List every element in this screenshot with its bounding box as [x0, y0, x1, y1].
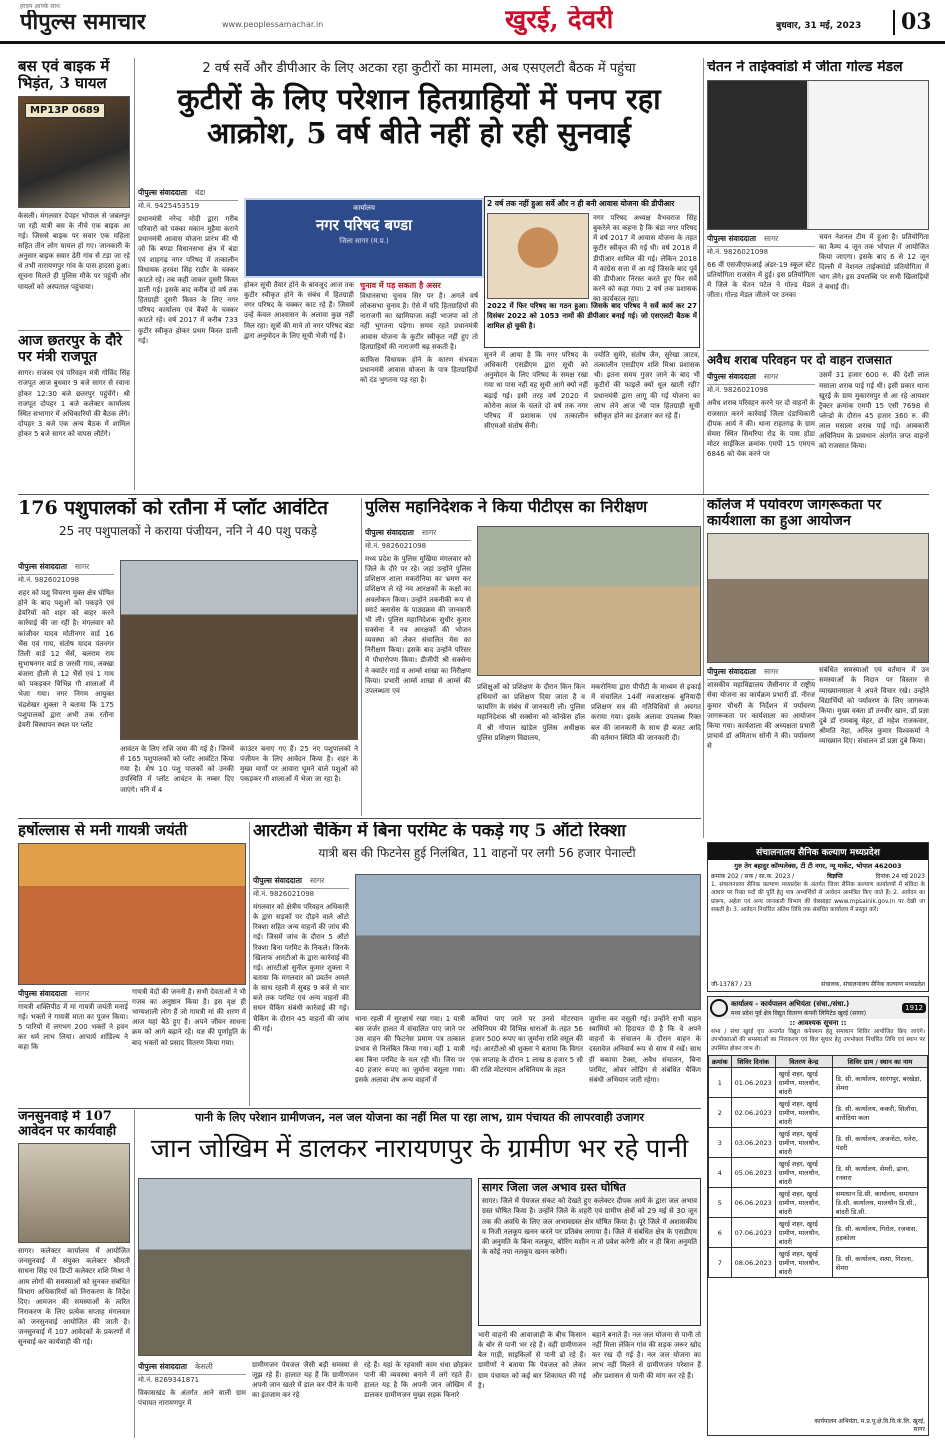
sainik-title: संचालनालय सैनिक कल्याण मध्यप्रदेश — [708, 843, 928, 860]
table-row — [709, 1248, 928, 1278]
table-cell-date: 05.06.2023 — [731, 1158, 775, 1188]
table-cell-places: डि. सी. कार्यालय, अजनोटा, धनेरा, पंडरी — [832, 1128, 927, 1158]
water-mobile: मो.नं. 8269341871 — [138, 1376, 200, 1384]
sign-label: कार्यालय — [353, 204, 375, 212]
byline-name: पीपुल्स संवाददाता — [707, 667, 756, 677]
th-date: शिविर दिनांक — [731, 1056, 775, 1068]
college-byline — [707, 665, 815, 680]
minister-headline: आज छतरपुर के दौरे पर मंत्री राजपूत — [18, 333, 123, 365]
byline-place: सागर — [309, 876, 325, 885]
story-gayatri — [18, 822, 246, 1106]
janshunwai-headline: जनसुनवाई में 107 आवेदन पर कार्यवाही — [18, 1110, 117, 1139]
table-cell-date: 06.06.2023 — [731, 1188, 775, 1218]
number-plate: MP13P 0689 — [25, 103, 105, 118]
byline-place: सागर — [421, 528, 437, 537]
college-body-2: संबंधित समस्याओं एवं वर्तमान में उन समस्याओं के निदान पर विस्तार से व्याख्यानमाला ने अपने विचार रखे। उन्होंने विद्यार्थियों को पर्यावरण के लिए जागरूक किया। मुख्य वक्ता डॉ तनवीर खान, डॉ प्रज्ञा दुबे डॉ रामबाबू मेहर, डॉ महेश राजकवार, श्रीमति नेहा, अनिल कुमार विश्वकर्मा ने व्याख्यान दिए। संचालन डॉ प्रज्ञा दुबे किया। — [819, 666, 929, 746]
schedule-sub: मध्य प्रदेश पूर्व क्षेत्र विद्युत वितरण कंपनी लिमिटेड खुरई (सागर) — [731, 1009, 867, 1017]
quote-head: 2 वर्ष तक नहीं हुआ सर्वे और न ही बनी आवास योजना की डीपीआर — [485, 197, 699, 211]
bus-photo — [18, 96, 130, 208]
th-place: शिविर ग्राम / स्थान का नाम — [832, 1056, 927, 1068]
rto-subhead: यात्री बस की फिटनेस हुई निलंबित, 11 वाहनों पर लगी 56 हजार पेनाल्टी — [318, 846, 636, 861]
janshunwai-body: सागर। कलेक्टर कार्यालय में आयोजित जनसुनवाई में संयुक्त कलेक्टर श्रीमती साधना सिंह एवं डिप्टी कलेक्टर शशि मिश्रा ने आम लोगों की समस्याओं को सुनकर संबंधित विभाग अधिकारियों को निराकरण के निर्देश दिए। आमजन की समस्याओं के त्वरित निराकरण के लिए प्रत्येक सप्ताह मंगलवार को जनसुनवाई आयोजित की जाती है। जनसुनवाई में 107 आवेदकों के प्रकरणों में सुनवाई कर कार्यवाही की गई। — [18, 1247, 130, 1347]
table-cell-date: 08.06.2023 — [731, 1248, 775, 1278]
masthead — [0, 0, 945, 44]
issue-date: बुधवार, 31 मई, 2023 — [776, 21, 862, 31]
cattle-byline — [18, 560, 114, 575]
bus-body: केसली। मंगलवार देपहर भोपाल से जबलपुर जा रही यात्री बस के नीचे एक बाइक आ गई। जिससे बाइक पर सवार एक महिला सहित तीन लोग घायल हो गए। जानकारी के अनुसार बाइक सवार ढेरी गांव से टड़ा जा रहे थे तभी नारायणपुर गांव के पास हादसा हुआ। सूचना मिलते ही पुलिस मौके पर पहुंची और घायलों को अस्पताल पहुंचाया। — [18, 211, 130, 291]
police-body-3: मकरोनिया द्वारा पीपीटी के माध्यम से इकाई में संचालित 14वीं नवआरक्षक बुनियादी प्रशिक्षण सत्र की गतिविधियों से अवगत कराया गया। इसके अलावा उपलब्ध रिक्त बल की जानकारी के साथ ही बजट आदि की वर्तमान स्थिति की जानकारी दी। — [591, 683, 701, 742]
taekwondo-mobile: मो.नं. 9826021098 — [707, 247, 769, 256]
janshunwai-photo — [18, 1143, 130, 1243]
cattle-headline: 176 पशुपालकों को रतौना में प्लॉट आवंटित — [18, 498, 328, 519]
quote-body: नगर परिषद अध्यक्ष वैभवराज सिंह बुकरेले का कहना है कि बंडा नगर परिषद में वर्ष 2017 में आवास योजना के तहत कुटीर स्वीकृत की गई थी। वर्ष 2018 में डीपीआर शामिल की गई। लेकिन 2018 में कांग्रेस सत्ता में आ गई जिसके बाद पूर्व की डीपीआर निरस्त करते हुए फिर सर्वे करने को कहा गया। 2 वर्ष तक प्रशासक का कार्यकाल रहा। — [593, 214, 697, 304]
water-body-4: भारी वाहनों की आवाजाही के बीच किसान के बोर से पानी भर रहे हैं। वहीं ग्रामीणजन बैल गाड़ी, साइकिलों से पानी ढो रहे हैं। ग्रामीणों ने बताया कि पेयजल को लेकर ग्राम पंचायत को कई बार शिकायत की गई है। — [478, 1331, 586, 1390]
byline-name: पीपुल्स संवाददाता — [707, 372, 756, 382]
liquor-body-1: अवैध शराब परिवहन करने पर दो वाहनों के राजसात करने कार्रवाई जिला दंडाधिकारी दीपक आर्य ने की। थाना राहतगढ़ के ग्राम सेमरा स्थित सिमरिया रोड के पास होंडा मोटर साईकिल क्रमांक एमपी 15 एमएच 6846 को चेक करने पर — [707, 399, 815, 459]
byline-name: पीपुल्स संवाददाता — [365, 528, 414, 537]
story-liquor — [707, 350, 929, 494]
liquor-body-2: उसमें 31 हजार 600 रु. की देशी लाल मसाला शराब पाई गई थी। इसी प्रकार थाना खुरई के ग्राम मुकारमपुर से आ रहे आयशर ट्रैक्टर क्रमांक एमपी 15 एसी 7698 से प्लेन्डो के दौरान 45 हजार 360 रु. की लाल मसाला शराब पाई गई। आबकारी अधिनियम के प्रावधान अंतर्गत जप्त वाहनों को राजसात किया। — [819, 371, 929, 451]
lead-body-3: विधानसभा चुनाव सिर पर है। अगले वर्ष लोकसभा चुनाव है। ऐसे में यदि हितग्राहियों की नाराजगी का खामियाजा कहीं भाजपा को तो नहीं भुगतना पड़ेगा। समय रहते प्रधानमंत्री आवास योजना के कुटीर स्वीकृत नहीं हुए तो हितग्राहियों की नाराजगी बढ़ सकती है। — [360, 292, 478, 351]
lead-subhead: चुनाव में पड़ सकता है असर — [360, 281, 441, 290]
police-body-1: मध्य प्रदेश के पुलिस मुखिया मंगलवार को जिले के दौरे पर रहे। जहां उन्होंने पुलिस प्रशिक्षण शाला मकरोनिया का भ्रमण कर प्रशिक्षण ले रहे नव आरक्षकों के कक्षों का अवलोकन किया। उन्होंने तकनीकी रूप से स्मार्ट क्लासेस के पाठ्यक्रम की जानकारी भी ली। पुलिस महानिदेशक सुधीर कुमार सक्सेना ने नव आरक्षकों की भोजन व्यवस्था को लेकर संचालित मेस का निरीक्षण किया। इसके बाद उन्होंने परिसर में पौधारोपण किया। डीजीपी श्री सक्सेना ने क्वार्टर गार्ड व आर्म्स शाखा का निरीक्षण किया। प्रभारी आर्म्स शाखा से आर्म्स की उपलब्धता एवं — [365, 555, 471, 695]
story-water — [138, 1110, 701, 1438]
table-cell-no: 2 — [709, 1098, 732, 1128]
byline-place: बंडा — [194, 188, 206, 197]
bus-headline: बस एवं बाइक में भिड़ंत, 3 घायल — [18, 58, 110, 92]
water-body-5: बहाने बनाते हैं। नल जल योजना से पानी तो नहीं मिला लेकिन गांव की सड़क जरूर खोद कर रख दी गई है। नल जल योजना का लाभ नहीं मिलने से ग्रामीणजन परेशान हैं और प्रशासन से पानी की मांग कर रहे हैं। — [592, 1331, 701, 1380]
police-byline — [365, 526, 471, 541]
lead-byline — [138, 186, 238, 201]
lead-body-1: प्रधानमंत्री नरेन्द्र मोदी द्वारा गरीब परिवारों को पक्का मकान मुहैया कराने प्रधानमंत्री आवास योजना प्रारंभ की थी जो कि बण्डा विधानसभा क्षेत्र में बंडा एवं शाहगढ़ नगर परिषद में तत्कालीन विधायक हरवंश सिंह राठौर के चक्कर काटते रहे। तब कहीं जाकर दूसरी किस्त डाली गई। इसके बाद करीब दो वर्ष तक हितग्राही दूसरी किस्त के लिए नगर परिषद कार्यालय एवं बैंकों के चक्कर काटते रहे। वर्ष 2017 में करीब 733 कुटीर स्वीकृत होकर प्रथम किस्त डाली गई। — [138, 215, 238, 345]
byline-name: पीपुल्स संवाददाता — [707, 233, 756, 243]
table-cell-no: 6 — [709, 1218, 732, 1248]
table-row — [709, 1218, 928, 1248]
liquor-byline — [707, 370, 815, 385]
water-body-1: विकासखंड के अंतर्गत आने वाली ग्राम पंचायत नारायणपुर में — [138, 1389, 246, 1408]
cattle-body-1: शहर को पशु विचरण मुक्त क्षेत्र घोषित होने के बाद पशुओं को पकड़ने एवं डेयरियों को शहर को बाहर करने कार्रवाई की जा रही है। मंगलवार को कांजीवर यादव मोतीनगर वार्ड 16 भैंस एवं गाय, संतोष यादव पंतनगर तिली वार्ड 12 भैंसें, बलराम राय सुभाषनगर वार्ड 8 जरसी गाय, लक्खा बंजारा हौली से 12 भैंसें एवं 1 गाय को पकड़कर विभिन्न गौ शालाओं में भेजा गया। नगर निगम आयुक्त चंद्रशेखर शुक्ला ने बताया कि 175 पशुपालकों द्वारा अभी तक रतौना डेयरी विस्थापन स्थल पर प्लॉट — [18, 589, 114, 729]
story-rto — [253, 822, 701, 1106]
byline-place: सागर — [763, 233, 779, 243]
rto-byline — [253, 874, 349, 889]
rto-body-3: कमियां पाए जाने पर उनसे मोटरयान अधिनियम की विभिन्न धाराओं के तहत 56 हजार 500 रूपए का जुर्माना राशि वसूल की गई। आरटीओ श्री शुक्ला ने बताया कि विगत एक सप्ताह के दौरान 1 लाख 8 हजार 5 सौ की राशि मोटरयान अधिनियम के तहत — [471, 1015, 583, 1074]
paper-logo: पीपुल्स समाचार — [20, 10, 146, 35]
liquor-mobile: मो.नं. 9826021098 — [707, 386, 769, 395]
story-bus — [18, 58, 130, 328]
sainik-footer-left: जी-13787 / 23 — [711, 981, 752, 988]
taekwondo-headline: चेतन ने ताईक्वांडो में जीता गोल्ड मेडल — [707, 60, 903, 75]
liquor-headline: अवैध शराब परिवहन पर दो वाहन राजसात — [707, 353, 892, 367]
byline-place: सागर — [763, 372, 779, 382]
cattle-photo — [120, 560, 358, 740]
table-cell-centers: खुरई शहर, खुरई ग्रामीण, मालथौन, बांदरी — [775, 1128, 832, 1158]
sainik-notice — [707, 842, 929, 992]
athlete-photo — [707, 80, 929, 230]
gayatri-byline — [18, 987, 128, 1002]
table-cell-places: समाधान डि.सी. कार्यालय, समाधान डि.सी. कार्यालय, मालथौन डि.सी., बांदरी डि.सी. — [832, 1188, 927, 1218]
official-portrait — [487, 213, 589, 299]
table-cell-places: डि. सी. कार्यालय, सेमरी, ढाना, रनवारा — [832, 1158, 927, 1188]
gayatri-photo — [18, 843, 246, 985]
minister-body: सागर। राजस्व एवं परिवहन मंत्री गोविंद सिंह राजपूत आज बुधवार 9 बजे सागर से रवाना होकर 12:30 बजे छतरपुर पहुंचेंगे। श्री राजपूत दोपहर 1 बजे कलेक्टर कार्यालय स्थित सभागार में अधिकारियों की बैठक लेंगे। दोपहर 3 बजे एक अन्य बैठक में शामिल होकर 5 बजे सागर को वापस लौटेंगे। — [18, 369, 130, 439]
sainik-footer-right: संचालक, संचालनालय सैनिक कल्याण मध्यप्रदेश — [821, 981, 925, 988]
sainik-body: 1. संचालनालय सैनिक कल्याण मध्यप्रदेश के अंतर्गत जिला सैनिक कल्याण कार्यालयों में संविदा के आधार पर रिक्त पदों की पूर्ति हेतु पात्र अभ्यर्थियों से आवेदन आमंत्रित किए जाते हैं। 2. आवेदन का प्रारूप, अर्हता एवं अन्य जानकारी विभाग की वेबसाइट www.mpsainik.gov.in पर देखी जा सकती है। 3. आवेदन निर्धारित अंतिम तिथि तक संबंधित कार्यालय में प्रस्तुत करें। — [711, 882, 925, 914]
byline-place: सागर — [763, 667, 779, 677]
taekwondo-body-2: चयन नेशनल टीम में हुआ है। प्रतियोगिता का कैम्प 4 जून तक भोपाल में आयोजित किया जाएगा। इसके बाद 6 से 12 जून दिल्ली में नेशनल ताईक्वांडो प्रतियोगिता में भाग लेंगे। इस उपलब्धि पर सभी खिलाड़ियों ने बधाई दी। — [819, 232, 929, 292]
sainik-address: गुरु तेग बहादुर कॉम्पलेक्स, टी टी नगर, न्यू मार्केट, भोपाल 462003 — [734, 862, 902, 870]
table-cell-centers: खुरई शहर, खुरई ग्रामीण, मालथौन, बांदरी — [775, 1098, 832, 1128]
schedule-table — [708, 1055, 928, 1278]
college-body-1: शासकीय महाविद्यालय जैसीनगर में राष्ट्रीय सेवा योजना का कार्यक्रम प्रभारी डॉ. नीरज कुमार चौधरी के निर्देशन में पर्यावरण जागरूकता पर कार्यशाला का आयोजन किया गया। कार्यशाला की अध्यक्षता प्रभारी प्राचार्य डॉ अमिताभ सोनी ने की। पर्यावरण से — [707, 681, 815, 751]
water-headline: जान जोखिम में डालकर नारायणपुर के ग्रामीण भर रहे पानी — [150, 1134, 689, 1164]
rto-body-2: थाना रहली में सुरक्षार्थ रखा गया। 1 यात्री बस जर्जर हालत में संचालित पाए जाने पर उस वाहन की फिटनेस प्रमाण पत्र तत्काल प्रभाव से निलंबित किया गया। वहीं 1 यात्री बस बिना परमिट के चल रही थी। जिस पर 40 हजार रूपए का जुर्माना वसूला गया। इसके अलावा शेष अन्य वाहनों में — [355, 1015, 465, 1084]
water-body-3: रहे हैं। यहां के रहवासी काम धंधा छोड़कर पानी की व्यवस्था बनाने में लगे रहते हैं। हालत यह है कि अपनी जान जोखिम में डालकर ग्रामीणजन मुख्य सड़क किनारे — [364, 1361, 472, 1400]
police-body-2: प्रशिक्षुओं को प्रशिक्षण के दौरान किन किन हथियारों का प्रशिक्षण दिया जाता है व फायरिंग के संबंध में जानकारी ली। पुलिस महानिदेशक श्री सक्सेना को कॉन्फ्रेंस हॉल में श्री गोपाल खांडेल पुलिस अधीक्षक पुलिस प्रशिक्षण विद्यालय, — [477, 683, 585, 742]
portrait-caption: 2022 में फिर परिषद का गठन हुआ। जिसके बाद परिषद ने सर्वे कार्य कर 27 दिसंबर 2022 को 1053 नामों की डीपीआर बनाई गई। जो एसएलटी बैठक में शामिल हो चुकी है। — [487, 302, 697, 331]
byline-place: केसली — [194, 1362, 213, 1371]
sign-sub: जिला सागर (म.प्र.) — [339, 237, 389, 245]
lead-mobile: मो.नं. 9425453519 — [138, 202, 200, 210]
water-byline — [138, 1360, 246, 1375]
rto-photo — [355, 874, 701, 1010]
police-photo — [477, 526, 701, 676]
table-row — [709, 1098, 928, 1128]
schedule-notice: :: आवश्यक सूचना :: — [789, 1019, 847, 1027]
byline-place: सागर — [74, 988, 90, 998]
table-row — [709, 1128, 928, 1158]
section-title: खुरई, देवरी — [505, 6, 614, 35]
story-college — [707, 498, 929, 838]
table-cell-places: डि. सी. कार्यालय, ककरी, सिलौधा, बारोदिया कला — [832, 1098, 927, 1128]
table-cell-date: 02.06.2023 — [731, 1098, 775, 1128]
company-logo-icon — [710, 999, 728, 1017]
table-cell-centers: खुरई शहर, खुरई ग्रामीण, मालथौन, बांदरी — [775, 1188, 832, 1218]
gayatri-body-1: गायत्री शक्तिपीठ में मां गायत्री जयंती मनाई गई। भक्तों ने गायत्री माता का पूजन किया। 5 पारियों में लगभग 200 भक्तों ने हवन कर धर्म लाभ लिया। आचार्य शांडिल्य ने कहा कि — [18, 1002, 128, 1052]
schedule-intro: संभा / संचा खुरई वृत्त अन्तर्गत विद्युत कनेक्शन हेतु समाधान शिविर आयोजित किए जाएंगे। उपभोक्ताओं की समस्याओं का निराकरण एवं बिल सुधार हेतु उपभोक्ता निर्धारित तिथि एवं स्थान पर उपस्थित होकर लाभ लें। — [711, 1029, 925, 1052]
website-url: www.peoplessamachar.in — [222, 20, 324, 29]
table-row — [709, 1158, 928, 1188]
table-cell-centers: खुरई शहर, खुरई ग्रामीण, मालथौन, बांदरी — [775, 1068, 832, 1098]
office-sign-photo — [244, 198, 484, 278]
th-center: वितरण केन्द्र — [775, 1056, 832, 1068]
masthead-tagline: हरदम आपके साथ — [20, 3, 60, 10]
table-cell-date: 07.06.2023 — [731, 1218, 775, 1248]
byline-name: पीपुल्स संवाददाता — [138, 188, 187, 197]
table-header-row — [709, 1056, 928, 1068]
portrait-box — [484, 196, 700, 348]
schedule-org: कार्यालय - कार्यपालन अभियंता (संचा./संधा.) — [731, 999, 850, 1008]
water-body-2: ग्रामीणजन पेयजल जैसी बड़ी समस्या से जूझ रहे हैं। हालात यह हैं कि ग्रामीणजन अपनी जान खतरे में डाल कर पीने के पानी का इंतजाम कर रहे — [252, 1361, 358, 1400]
table-cell-date: 03.06.2023 — [731, 1128, 775, 1158]
lead-kicker: 2 वर्ष सर्वे और डीपीआर के लिए अटका रहा कुटीरों का मामला, अब एसएलटी बैठक में पहुंचा — [202, 61, 636, 76]
table-cell-no: 4 — [709, 1158, 732, 1188]
story-cattle — [18, 498, 358, 816]
water-subbody: सागर। जिले में पेयजल संकट को देखते हुए कलेक्टर दीपक आर्य के द्वारा जल अभाव ग्रस्त घोषित किया है। उन्होंने जिले के शहरी एवं ग्रामीण क्षेत्रों को 29 मई से 30 जून तक की अवधि के लिए जल अभावग्रस्त क्षेत्र घोषित किया है। पूरे जिले में अशासकीय व निजी नलकूप खनन करने पर प्रतिबंध लगाया है। जिले में संबंधित क्षेत्र के एसडीएम की अनुमति के बिना नलकूप, बोरिंग मशीन न तो प्रवेश करेगी और न ही बिना अनुमति के कोई नया नलकूप खनन करेगी। — [482, 1197, 697, 1257]
rto-body-1: मंगलवार को क्षेत्रीय परिवहन अधिकारी के द्वारा सड़कों पर दौड़ने वाले ऑटो रिक्शा सहित अन्य वाहनों की जांच की गई। जिसमें जांच के दौरान 5 ऑटो रिक्शा बिना परमिट के निकले। जिनके खिलाफ आरटीओ के द्वारा कार्रवाई की गई। आरटीओ सुनील कुमार शुक्ला ने बताया कि मंगलवार को प्रवर्तन अमले के साथ रहली में सुबह 9 बजे से चार बजे तक परमिट एवं अन्य वाहनों की सघन चैकिंग संबंधी कार्रवाई की गई। चैकिंग के दौरान 45 वाहनों की जांच की गई। — [253, 903, 349, 1033]
college-photo — [707, 533, 929, 663]
page-number: 03 — [893, 10, 932, 35]
table-cell-centers: खुरई शहर, खुरई ग्रामीण, मालथौन, बांदरी — [775, 1218, 832, 1248]
lead-body-5: सुनने में आया है कि नगर परिषद के अधिकारी एसडीएम द्वारा सूची को अनुमोदन के लिए परिषद के समक्ष रखा गया था पास नहीं वह सूची आगे क्यों नहीं बढ़ाई गई। इसी तरह वर्ष 2020 में कोरोना काल के चलते दो वर्ष तक नगर परिषद में प्रशासक एवं तत्कालीन सीएमओ संतोष सैनी। — [484, 351, 588, 430]
taekwondo-byline — [707, 232, 815, 247]
table-cell-places: डि. सी. कार्यालय, गिरोल, रजवास, हड़कोला — [832, 1218, 927, 1248]
table-cell-centers: खुरई शहर, खुरई ग्रामीण, मालथौन, बांदरी — [775, 1248, 832, 1278]
lead-body-6: ज्योति सुमेरे, संतोष जैन, सुरेखा जाटव, तत्कालीन एसडीएम शशि मिश्रा प्रशासक थी। इतना समय गुजर जाने के बाद भी कुटीरों की फाइलें क्यों धूल खाती रहीं? प्रधानमंत्री द्वारा लागू की गई योजना का लाभ लेने आज भी पात्र हितग्राही सूची स्वीकृत होने का इंतजार कर रहे हैं। — [594, 351, 700, 420]
cattle-body-2: आवंटन के लिए राशि जमा की गई है। जिनमें से 165 पशुपालकों को प्लॉट आवंटित किया गया है। शेष 10 पशु पालकों को उनकी उपस्थिति में प्लॉट आवंटन के नम्बर दिए जाएंगे। ननि में 4 — [120, 745, 234, 794]
cattle-mobile: मो.नं. 9826021098 — [18, 576, 80, 584]
lead-story — [138, 58, 700, 490]
electric-schedule — [707, 996, 929, 1436]
story-janshunwai — [18, 1110, 130, 1438]
table-cell-no: 1 — [709, 1068, 732, 1098]
story-minister — [18, 330, 130, 490]
sainik-ref: क्रमांक 202 / सक / सा.क. 2023 / — [711, 873, 795, 880]
byline-name: पीपुल्स संवाददाता — [18, 562, 67, 571]
lead-body-2: होकर सूची तैयार होने के बावजूद आज तक कुटीर स्वीकृत होने के संबंध में हितग्राही नगर परिषद के चक्कर काट रहे हैं। जिसमें उन्हें केवल आश्वासन के अलावा कुछ नहीं मिल रहा। सूत्रों की माने तो नगर परिषद बंडा द्वारा अनुमोदन के लिए सूची भेजी गई है। — [244, 281, 354, 340]
police-headline: पुलिस महानिदेशक ने किया पीटीएस का निरीक्षण — [365, 498, 648, 516]
table-row — [709, 1188, 928, 1218]
story-police — [365, 498, 701, 816]
taekwondo-body-1: 66 वीं एसजीएफआई अंडर-19 स्कूल स्टेट प्रतियोगिता राजसेन में हुई। इस प्रतियोगिता में जिले के चेतन पटेल ने गोल्ड मेडल जीता। गोल्ड मेडल जीतने पर उनका — [707, 260, 815, 300]
rto-body-4: जुर्माना कर वसूली गई। उन्होंने सभी वाहन स्वामियों को हिदायत दी है कि वे अपने वाहनों के संचालन के दौरान वाहन के दस्तावेज अनिवार्य रूप से साथ में रखें। साथ ही बकाया टैक्स, अवैध संचालन, बिना परमिट, ओवर लोडिंग से संबंधित चैकिंग संबंधी अभियान जारी रहेगा। — [589, 1015, 701, 1084]
sainik-notice-title: विज्ञप्ति — [827, 873, 843, 880]
schedule-sign: कार्यपालन अभियंता, म.प्र.पू.क्षे.वि.वि.कं.लि. खुरई, सागर — [814, 1418, 925, 1433]
lead-headline: कुटीरों के लिए परेशान हितग्राहियों में पनप रहा आक्रोश, 5 वर्ष बीते नहीं हो रही सुनवाई — [177, 82, 661, 151]
byline-name: पीपुल्स संवाददाता — [138, 1362, 187, 1371]
story-taekwondo — [707, 60, 929, 348]
rto-headline: आरटीओ चैकिंग में बिना परमिट के पकड़े गए 5 ऑटो रिक्शा — [253, 822, 626, 841]
table-cell-no: 3 — [709, 1128, 732, 1158]
police-mobile: मो.नं. 9826021098 — [365, 542, 427, 550]
byline-place: सागर — [74, 562, 90, 571]
water-subbox — [478, 1178, 701, 1326]
water-photo — [138, 1178, 472, 1356]
rto-mobile: मो.नं. 9826021098 — [253, 890, 315, 898]
sainik-date: दिनांक 24 मई 2023 — [875, 873, 925, 880]
table-cell-date: 01.06.2023 — [731, 1068, 775, 1098]
schedule-badge: 1912 — [902, 1003, 926, 1013]
byline-name: पीपुल्स संवाददाता — [253, 876, 302, 885]
water-kicker: पानी के लिए परेशान ग्रामीणजन, नल जल योजना का नहीं मिल पा रहा लाभ, ग्राम पंचायत की लापरवाही उजागर — [195, 1111, 644, 1124]
table-cell-no: 7 — [709, 1248, 732, 1278]
college-headline: कॉलेज में पर्यावरण जागरूकता पर कार्यशाला का हुआ आयोजन — [707, 498, 882, 529]
table-row — [709, 1068, 928, 1098]
lead-body-4: काफिस विधायक होने के कारण संभवतः प्रधानमंत्री आवास योजना के पात्र हितग्राहियों को दंड भुगतना पड़ रहा है। — [360, 355, 478, 385]
water-subhead: सागर जिला जल अभाव ग्रस्त घोषित — [482, 1181, 626, 1194]
sign-name: नगर परिषद बण्डा — [315, 216, 413, 234]
gayatri-headline: हर्षोल्लास से मनी गायत्री जयंती — [18, 822, 188, 839]
table-cell-places: डि. सी. कार्यालय, सारंगपुर, बरखेड़ा, सेमरा — [832, 1068, 927, 1098]
byline-name: पीपुल्स संवाददाता — [18, 988, 67, 998]
cattle-body-3: काउंटर बनाए गए हैं। 25 नए पशुपालकों ने पंजीयन के लिए आवेदन किया है। शहर के मुख्य मार्गों पर आवारा घूमने वाले पशुओं को पकड़कर गौ शालाओं में भेजा जा रहा है। — [240, 745, 358, 784]
th-no: क्रमांक — [709, 1056, 732, 1068]
table-cell-centers: खुरई शहर, खुरई ग्रामीण, मालथौन, बांदरी — [775, 1158, 832, 1188]
cattle-subhead: 25 नए पशुपालकों ने कराया पंजीयन, ननि ने 40 पशु पकड़े — [58, 524, 318, 539]
gayatri-body-2: गायत्री वेदों की जननी है। सभी देवताओं ने भी गजब का अनुष्ठान किया है। इस वृक्ष ही भाग्यशाली लोग हैं जो गायत्री मां की शरण में आज यहां बैठे हुए हैं। अपने जीवन साधना क्रम को आगे बढ़ाने रहें। यज्ञ की पूर्णाहुति के बाद भक्तों को प्रसाद वितरण किया गया। — [132, 987, 246, 1047]
table-cell-places: डि. सी. कार्यालय, सत्पा, गिराला, सेमरा — [832, 1248, 927, 1278]
table-cell-no: 5 — [709, 1188, 732, 1218]
